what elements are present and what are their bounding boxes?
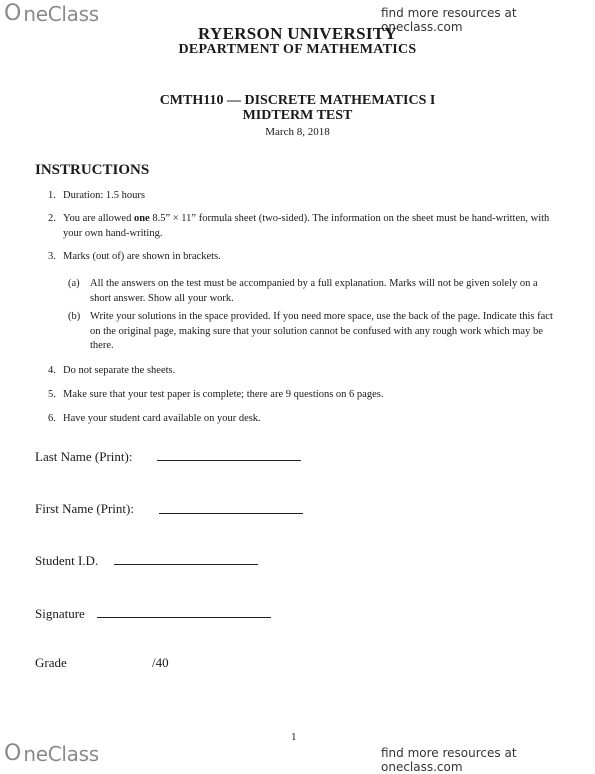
last-name-label: Last Name (Print): (35, 449, 133, 464)
item-text: Make sure that your test paper is complete; there are 9 questions on 6 pages. (63, 389, 384, 400)
item-text: Have your student card available on your desk. (63, 413, 261, 424)
oneclass-logo-text: neClass (23, 742, 99, 766)
instruction-item (48, 250, 553, 265)
oneclass-logo-bottom (4, 742, 99, 766)
oneclass-logo-top (4, 2, 99, 26)
student-id-line[interactable] (114, 564, 258, 565)
item-text: All the answers on the test must be accompanied by a full explanation. Marks will not be given solely on a short answer. Show all your work. (90, 278, 538, 304)
instructions-heading: INSTRUCTIONS (35, 162, 150, 178)
oneclass-link-top[interactable]: find more resources at oneclass.com (381, 6, 517, 34)
item-text: You are allowed one 8.5” × 11” formula sheet (two-sided). The information on the sheet must be hand-written, with your own hand-writing. (63, 213, 550, 239)
instruction-item (48, 364, 553, 379)
item-text: Write your solutions in the space provided. If you need more space, use the back of the page. Indicate this fact on the original page, making sure that your solution cannot be confused with any rough work which may be there. (90, 311, 553, 351)
item-number: (b) (68, 311, 81, 322)
item-number: 2. (48, 213, 56, 224)
item-number: 1. (48, 190, 56, 201)
item-text: Do not separate the sheets. (63, 365, 176, 376)
last-name-line[interactable] (157, 460, 301, 461)
oneclass-logo-mark: O (4, 1, 22, 26)
course-title: CMTH110 — DISCRETE MATHEMATICS I (159, 93, 436, 108)
instruction-item (48, 388, 553, 403)
item-number: 3. (48, 251, 56, 262)
signature-line[interactable] (97, 617, 271, 618)
university-name: RYERSON UNIVERSITY (198, 24, 397, 43)
instruction-subitem (68, 310, 556, 354)
item-text: Duration: 1.5 hours (63, 190, 145, 201)
item-number: 5. (48, 389, 56, 400)
first-name-label: First Name (Print): (35, 501, 134, 516)
test-date: March 8, 2018 (265, 126, 330, 138)
page-number: 1 (291, 731, 297, 743)
oneclass-link-bottom[interactable]: find more resources at oneclass.com (381, 746, 517, 774)
grade-total: /40 (152, 655, 169, 670)
signature-label: Signature (35, 606, 85, 621)
grade-label: Grade (35, 655, 67, 670)
department-name: DEPARTMENT OF MATHEMATICS (178, 42, 417, 57)
instruction-item (48, 189, 553, 204)
instruction-item (48, 212, 555, 241)
item-text: Marks (out of) are shown in brackets. (63, 251, 221, 262)
instruction-subitem (68, 277, 556, 306)
item-number: 6. (48, 413, 56, 424)
test-title: MIDTERM TEST (242, 108, 353, 123)
instruction-item (48, 412, 553, 427)
student-id-label: Student I.D. (35, 553, 99, 568)
oneclass-logo-text: neClass (23, 2, 99, 26)
first-name-line[interactable] (159, 513, 303, 514)
item-number: (a) (68, 278, 80, 289)
item-number: 4. (48, 365, 56, 376)
oneclass-logo-mark: O (4, 741, 22, 766)
